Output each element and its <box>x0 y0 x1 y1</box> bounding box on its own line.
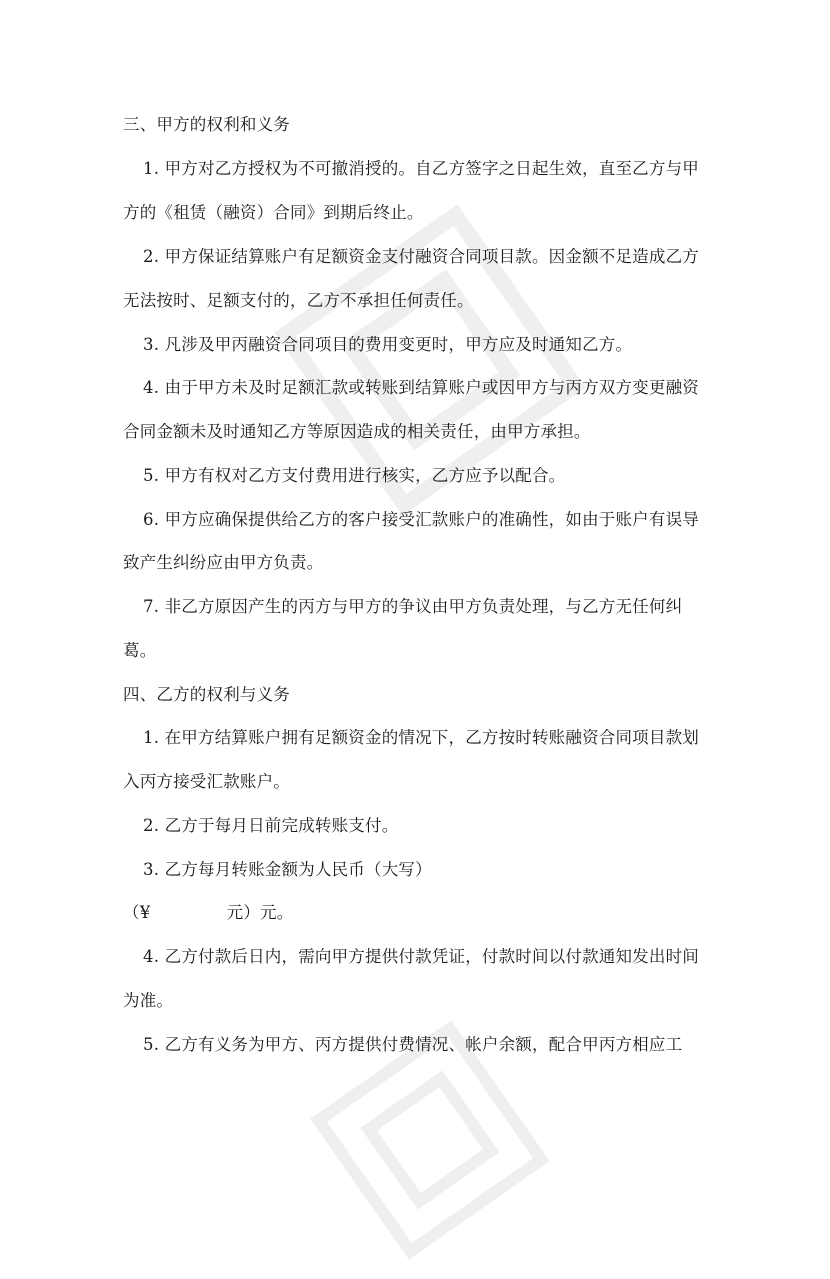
paragraph-line: 合同金额未及时通知乙方等原因造成的相关责任，由甲方承担。 <box>123 422 591 441</box>
paragraph-line: 5. 乙方有义务为甲方、丙方提供付费情况、帐户余额，配合甲丙方相应工 <box>143 1035 683 1054</box>
paragraph-line: 4. 由于甲方未及时足额汇款或转账到结算账户或因甲方与丙方双方变更融资 <box>143 378 699 397</box>
paragraph-line: 入丙方接受汇款账户。 <box>123 772 290 791</box>
paragraph-line: 7. 非乙方原因产生的丙方与甲方的争议由甲方负责处理，与乙方无任何纠 <box>143 597 683 616</box>
paragraph-line: 2. 甲方保证结算账户有足额资金支付融资合同项目款。因金额不足造成乙方 <box>143 247 699 266</box>
paragraph-line: 3. 凡涉及甲丙融资合同项目的费用变更时，甲方应及时通知乙方。 <box>143 335 633 354</box>
paragraph-line: 葛。 <box>123 641 157 660</box>
paragraph-line: 5. 甲方有权对乙方支付费用进行核实，乙方应予以配合。 <box>143 466 566 485</box>
section-heading: 三、甲方的权利和义务 <box>123 115 290 134</box>
paragraph-line: 无法按时、足额支付的，乙方不承担任何责任。 <box>123 291 474 310</box>
paragraph-line: 为准。 <box>123 991 174 1010</box>
section-heading: 四、乙方的权利与义务 <box>123 685 290 704</box>
paragraph-line: 1. 甲方对乙方授权为不可撤消授的。自乙方签字之日起生效，直至乙方与甲 <box>143 159 699 178</box>
paragraph-line: （¥ 元）元。 <box>123 903 294 922</box>
paragraph-line: 2. 乙方于每月日前完成转账支付。 <box>143 816 399 835</box>
paragraph-line: 致产生纠纷应由甲方负责。 <box>123 553 324 572</box>
paragraph-line: 方的《租赁（融资）合同》到期后终止。 <box>123 203 424 222</box>
paragraph-line: 1. 在甲方结算账户拥有足额资金的情况下，乙方按时转账融资合同项目款划 <box>143 728 699 747</box>
paragraph-line: 6. 甲方应确保提供给乙方的客户接受汇款账户的准确性，如由于账户有误导 <box>143 510 699 529</box>
paragraph-line: 4. 乙方付款后日内，需向甲方提供付款凭证，付款时间以付款通知发出时间 <box>143 947 699 966</box>
paragraph-line: 3. 乙方每月转账金额为人民币（大写） <box>143 860 432 879</box>
